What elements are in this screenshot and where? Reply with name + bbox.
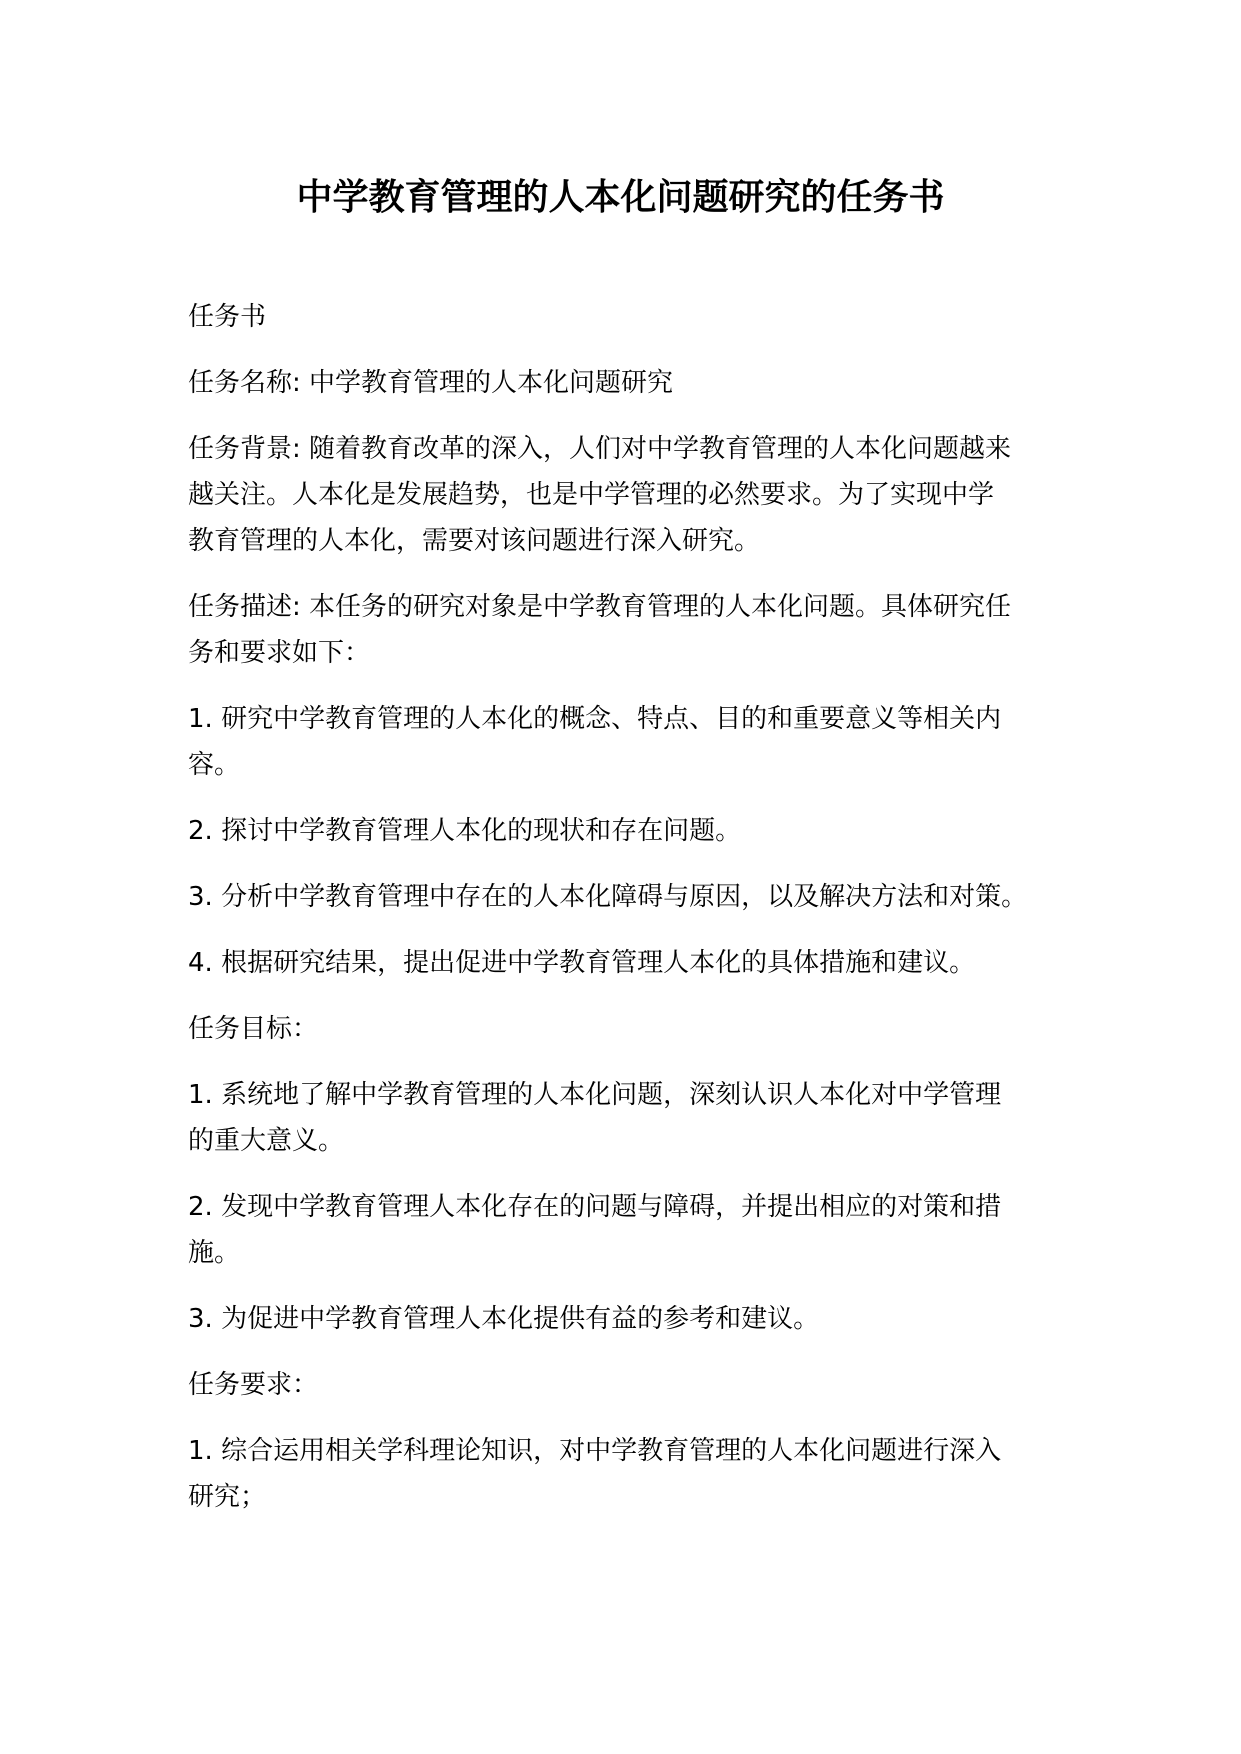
- goal-item-1: [188, 1072, 1078, 1164]
- text-line: 容。: [188, 750, 241, 780]
- goal-item-2: [188, 1184, 1078, 1276]
- text-line: 的重大意义。: [188, 1126, 345, 1156]
- text-line: 任务描述: 本任务的研究对象是中学教育管理的人本化问题。具体研究任: [188, 592, 1012, 622]
- text-line: 2. 发现中学教育管理人本化存在的问题与障碍，并提出相应的对策和措: [188, 1192, 1002, 1222]
- text-line: 1. 综合运用相关学科理论知识，对中学教育管理的人本化问题进行深入: [188, 1436, 1002, 1466]
- description-item-2: [188, 808, 1078, 854]
- task-description-paragraph: [188, 584, 1078, 676]
- document-body: [188, 294, 1078, 1540]
- text-line: 1. 研究中学教育管理的人本化的概念、特点、目的和重要意义等相关内: [188, 704, 1002, 734]
- text-line: 3. 分析中学教育管理中存在的人本化障碍与原因，以及解决方法和对策。: [188, 882, 1028, 912]
- description-item-4: [188, 940, 1078, 986]
- text-line: 4. 根据研究结果，提出促进中学教育管理人本化的具体措施和建议。: [188, 948, 976, 978]
- task-background-paragraph: [188, 426, 1078, 564]
- text-line: 教育管理的人本化，需要对该问题进行深入研究。: [188, 526, 761, 556]
- text-line: 施。: [188, 1238, 241, 1268]
- text-line: 务和要求如下：: [188, 638, 371, 668]
- section-heading: 任务书: [188, 302, 267, 332]
- text-line: 1. 系统地了解中学教育管理的人本化问题，深刻认识人本化对中学管理: [188, 1080, 1002, 1110]
- description-item-1: [188, 696, 1078, 788]
- requirements-heading: 任务要求：: [188, 1370, 319, 1400]
- requirement-item-1: [188, 1428, 1078, 1520]
- text-line: 3. 为促进中学教育管理人本化提供有益的参考和建议。: [188, 1304, 820, 1334]
- task-name-paragraph: 任务名称: 中学教育管理的人本化问题研究: [188, 368, 674, 398]
- goals-heading: 任务目标：: [188, 1014, 319, 1044]
- text-line: 越关注。人本化是发展趋势，也是中学管理的必然要求。为了实现中学: [188, 480, 995, 510]
- text-line: 任务背景: 随着教育改革的深入，人们对中学教育管理的人本化问题越来: [188, 434, 1012, 464]
- description-item-3: [188, 874, 1078, 920]
- goal-item-3: [188, 1296, 1078, 1342]
- text-line: 研究；: [188, 1482, 267, 1512]
- text-line: 2. 探讨中学教育管理人本化的现状和存在问题。: [188, 816, 742, 846]
- document-title: 中学教育管理的人本化问题研究的任务书: [296, 177, 945, 218]
